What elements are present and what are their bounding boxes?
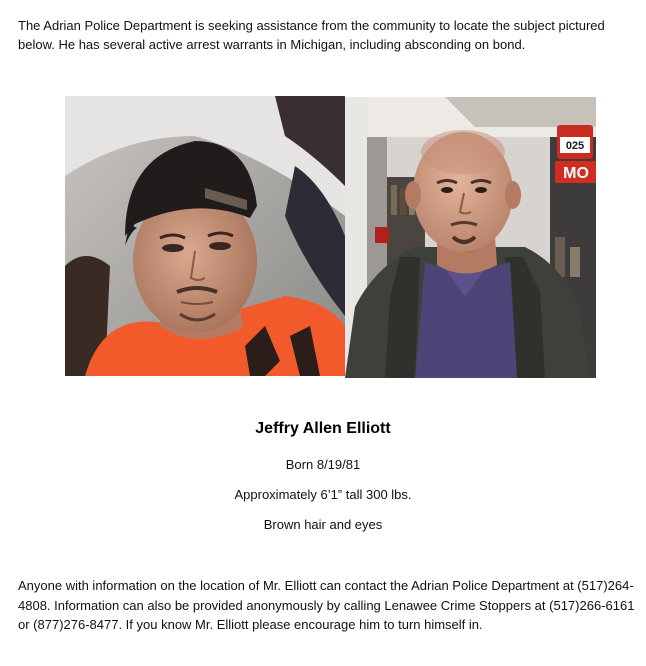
subject-size: Approximately 6’1” tall 300 lbs.: [234, 487, 412, 502]
subject-photo-left: [65, 96, 345, 376]
intro-paragraph: The Adrian Police Department is seeking assistance from the community to locate the subject pictured below. He has several active arrest warrants in Michigan, including absconding on bond.: [18, 18, 605, 52]
store-sign-number: 025: [565, 140, 585, 152]
subject-born: Born 8/19/81: [285, 457, 361, 472]
subject-features: Brown hair and eyes: [263, 517, 383, 532]
subject-name: Jeffry Allen Elliott: [255, 420, 391, 437]
subject-photo-right: [345, 97, 596, 378]
contact-paragraph: Anyone with information on the location of Mr. Elliott can contact the Adrian Police Department at (517)264-4808. Information can also be provided anonymously by calling Lenawee Crime Stoppers at (517)266-6161 or (877)276-8477. If you know Mr. Elliott please encourage him to turn himself in.: [18, 578, 635, 632]
store-sign-text: MO: [563, 165, 589, 182]
